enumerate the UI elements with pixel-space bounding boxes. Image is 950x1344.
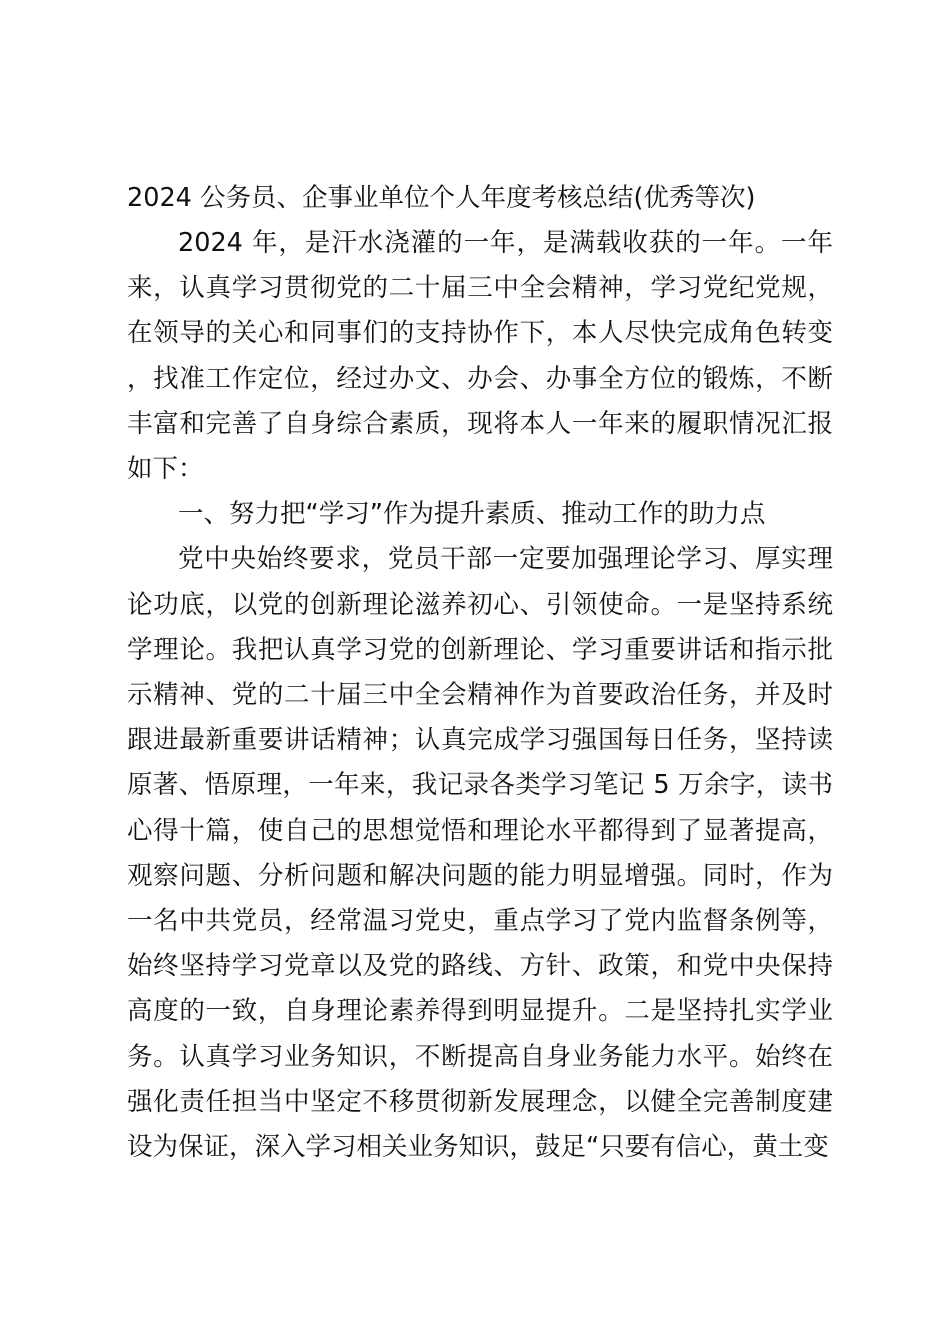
intro-paragraph: 2024 年，是汗水浇灌的一年，是满载收获的一年。一年来，认真学习贯彻党的二十届三中全会精神，学习党纪党规，在领导的关心和同事们的支持协作下，本人尽快完成角色转变，找准工作定位，经过办文、办会、办事全方位的锻炼，不断丰富和完善了自身综合素质，现将本人一年来的履职情况汇报如下： (127, 228, 833, 485)
document-title: 2024 公务员、企事业单位个人年度考核总结(优秀等次) (127, 183, 756, 213)
section-heading: 一、努力把“学习”作为提升素质、推动工作的助力点 (178, 499, 766, 530)
document-page (127, 176, 833, 1170)
section-paragraph: 党中央始终要求，党员干部一定要加强理论学习、厚实理论功底，以党的创新理论滋养初心、引领使命。一是坚持系统学理论。我把认真学习党的创新理论、学习重要讲话和指示批示精神、党的二十届三中全会精神作为首要政治任务，并及时跟进最新重要讲话精神；认真完成学习强国每日任务，坚持读原著、悟原理，一年来，我记录各类学习笔记 5 万余字，读书心得十篇，使自己的思想觉悟和理论水平都得到了显著提高，观察问题、分析问题和解决问题的能力明显增强。同时，作为一名中共党员，经常温习党史，重点学习了党内监督条例等，始终坚持学习党章以及党的路线、方针、政策，和党中央保持高度的一致，自身理论素养得到明显提升。二是坚持扎实学业务。认真学习业务知识，不断提高自身业务能力水平。始终在强化责任担当中坚定不移贯彻新发展理念，以健全完善制度建设为保证，深入学习相关业务知识，鼓足“只要有信心，黄土变 (127, 544, 833, 1163)
